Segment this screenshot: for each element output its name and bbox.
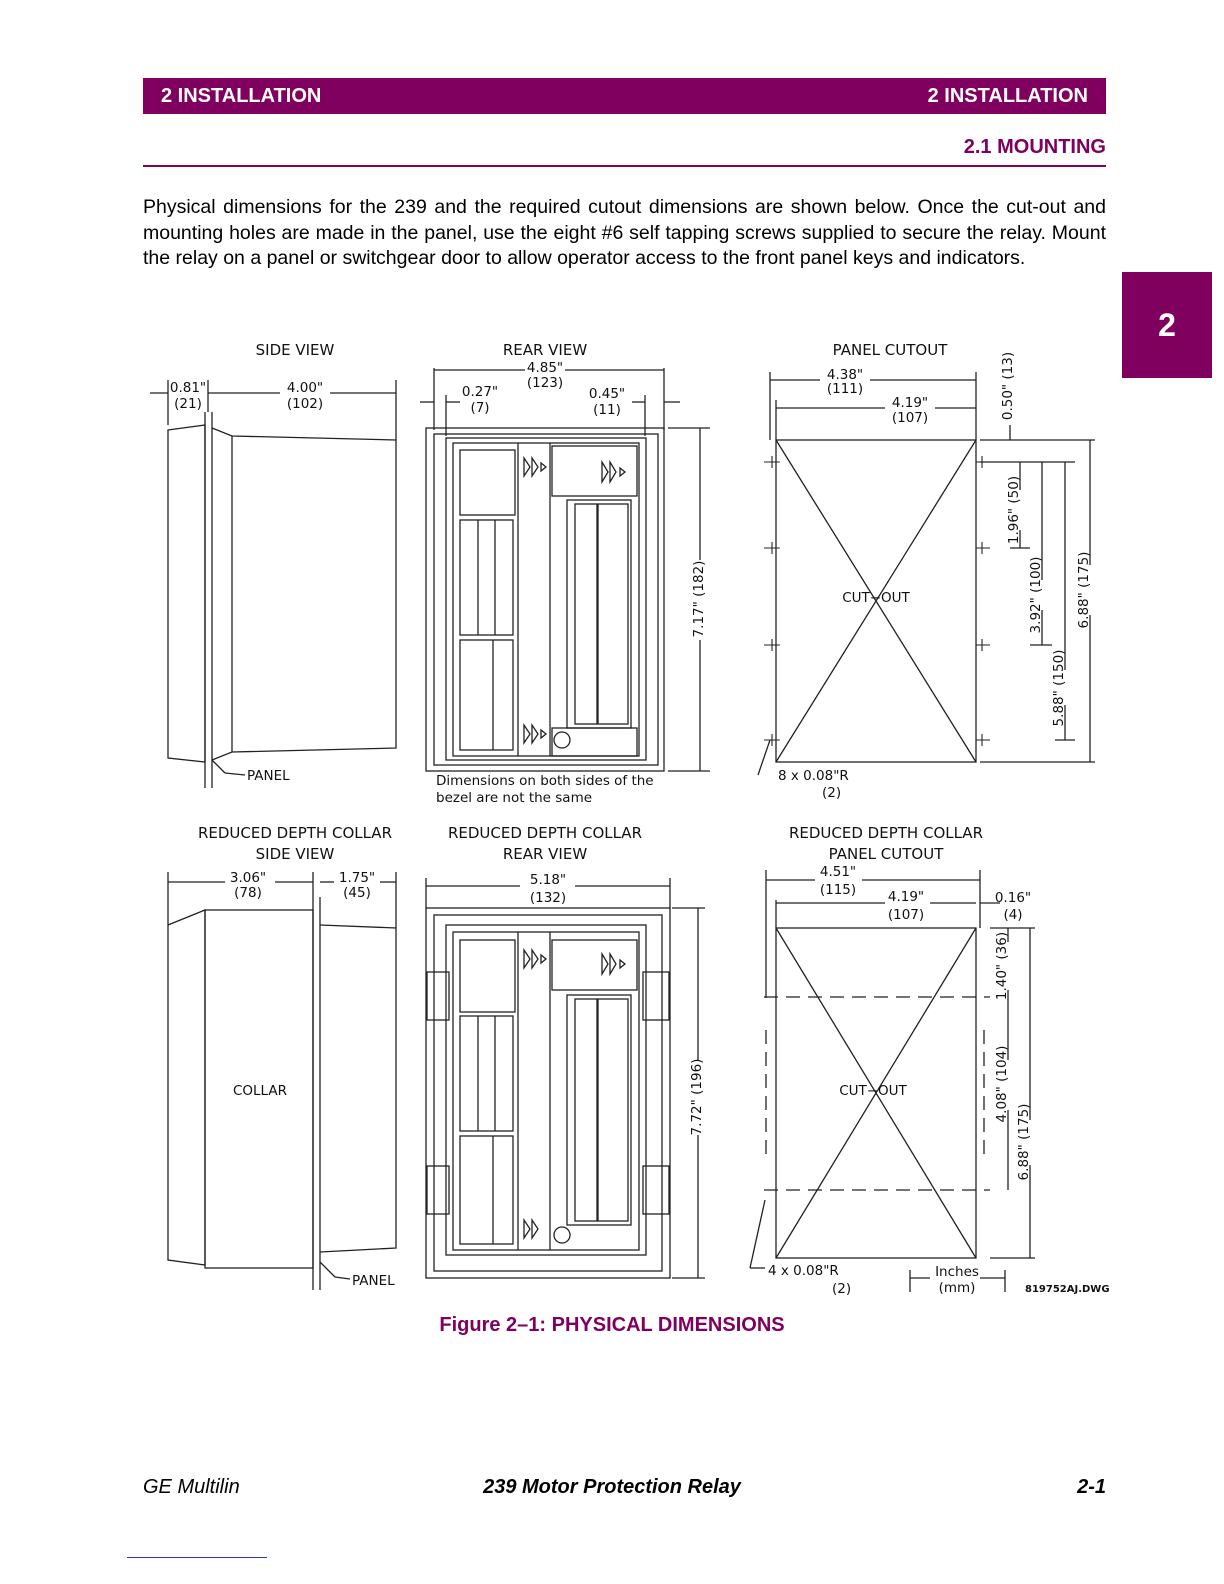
dim-cc-r-mm: (4) <box>1003 907 1023 923</box>
collar-label: COLLAR <box>232 1083 288 1099</box>
dim-rear-h: 7.17" (182) <box>691 560 707 638</box>
bottom-rule <box>127 1557 267 1558</box>
section-title: 2.1 MOUNTING <box>963 136 1106 158</box>
drawing-id: 819752AJ.DWG <box>1025 1284 1110 1295</box>
cutout-label-collar: CUT−OUT <box>839 1083 907 1099</box>
dim-cc-w2-mm: (107) <box>887 907 925 923</box>
intro-paragraph: Physical dimensions for the 239 and the required cutout dimensions are shown below. Once the cut-out and mounting holes are made in the panel, use the eight #6 self tapping screws supplied to secure the relay. Mount the relay on a panel or switchgear door to allow operator access to the front panel keys and indicators. <box>143 196 1106 269</box>
bezel-note-1: Dimensions on both sides of the <box>436 773 654 789</box>
dim-cc-w1-mm: (115) <box>819 882 857 898</box>
dim-cc-r-in: 0.16" <box>994 890 1032 906</box>
panel-label: PANEL <box>247 768 290 784</box>
dim-csd-b-in: 1.75" <box>338 870 376 886</box>
radius-note-top-1: 8 x 0.08"R <box>778 768 849 784</box>
dim-cc-w1-in: 4.51" <box>819 864 857 880</box>
radius-note-bottom-2: (2) <box>832 1281 852 1297</box>
dim-cut-h2: 3.92" (100) <box>1028 556 1044 634</box>
footer-product: 239 Motor Protection Relay <box>483 1476 741 1498</box>
dim-cut-h3: 5.88" (150) <box>1051 649 1067 727</box>
dim-rear-l-mm: (7) <box>470 400 490 416</box>
dim-csd-b-mm: (45) <box>343 885 371 901</box>
dim-side-b-mm: (102) <box>286 396 324 412</box>
collar-rear-title-1: REDUCED DEPTH COLLAR <box>447 824 643 842</box>
dim-rear-w-mm: (123) <box>526 375 564 391</box>
figure-caption: Figure 2–1: PHYSICAL DIMENSIONS <box>439 1314 785 1336</box>
collar-side-title-2: SIDE VIEW <box>255 845 335 863</box>
dim-cut-top: 0.50" (13) <box>1000 351 1016 421</box>
dim-csd-a-in: 3.06" <box>229 870 267 886</box>
dim-crv-h: 7.72" (196) <box>689 1058 705 1136</box>
units-mm: (mm) <box>938 1280 976 1296</box>
panel-label-collar: PANEL <box>352 1273 395 1289</box>
dim-csd-a-mm: (78) <box>234 885 262 901</box>
collar-cutout-title-1: REDUCED DEPTH COLLAR <box>788 824 984 842</box>
side-view-front-bezel <box>168 425 205 762</box>
radius-note-bottom-1: 4 x 0.08"R <box>768 1263 839 1279</box>
dim-rear-r-in: 0.45" <box>588 386 626 402</box>
dim-side-a-in: 0.81" <box>169 380 207 396</box>
dim-rear-l-in: 0.27" <box>461 384 499 400</box>
side-view-title: SIDE VIEW <box>255 341 335 359</box>
chapter-title-left: 2 INSTALLATION <box>161 84 322 107</box>
dim-cc-h1: 1.40" (36) <box>994 931 1010 1001</box>
dim-cut-w1-mm: (111) <box>826 381 864 397</box>
cutout-label: CUT−OUT <box>842 590 910 606</box>
dim-side-a-mm: (21) <box>174 396 202 412</box>
bezel-note-2: bezel are not the same <box>436 790 593 806</box>
dim-crv-w-in: 5.18" <box>529 872 567 888</box>
dim-crv-w-mm: (132) <box>529 890 567 906</box>
dim-cut-h4: 6.88" (175) <box>1076 551 1092 629</box>
dim-rear-r-mm: (11) <box>593 402 621 418</box>
footer-company: GE Multilin <box>143 1476 240 1498</box>
dim-rear-w-in: 4.85" <box>526 360 564 376</box>
dim-cut-h1: 1.96" (50) <box>1006 475 1022 545</box>
dim-cut-w2-in: 4.19" <box>891 395 929 411</box>
collar-side-bezel <box>168 910 205 1265</box>
side-view-body <box>212 428 396 760</box>
footer-page-number: 2-1 <box>1077 1476 1106 1498</box>
chapter-tab: 2 <box>1122 272 1212 378</box>
panel-cutout-title: PANEL CUTOUT <box>832 341 948 359</box>
collar-cutout-title-2: PANEL CUTOUT <box>828 845 944 863</box>
rear-view-title: REAR VIEW <box>502 341 588 359</box>
dim-cc-w2-in: 4.19" <box>887 889 925 905</box>
collar-side-title-1: REDUCED DEPTH COLLAR <box>197 824 393 842</box>
dim-side-b-in: 4.00" <box>286 380 324 396</box>
dim-cc-h2: 4.08" (104) <box>994 1045 1010 1123</box>
chapter-title-right: 2 INSTALLATION <box>927 84 1088 107</box>
collar-rear-title-2: REAR VIEW <box>502 845 588 863</box>
units-inches: Inches <box>935 1264 979 1280</box>
dim-cut-w2-mm: (107) <box>891 410 929 426</box>
dim-cut-w1-in: 4.38" <box>826 367 864 383</box>
collar-rear-bezel <box>426 908 670 1278</box>
radius-note-top-2: (2) <box>822 785 842 801</box>
dim-cc-h3: 6.88" (175) <box>1016 1103 1032 1181</box>
